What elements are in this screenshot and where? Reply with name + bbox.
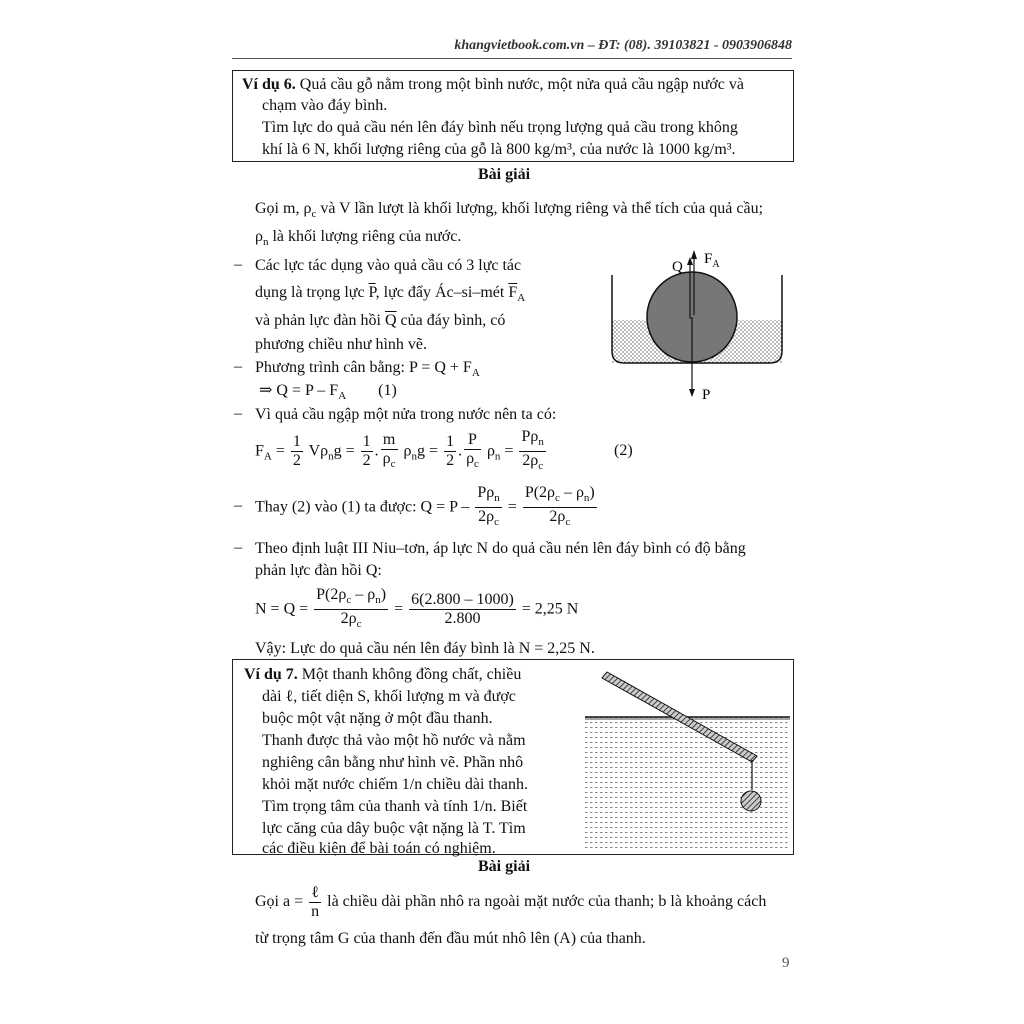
- sol6-b1a: Các lực tác dụng vào quả cầu có 3 lực tác: [255, 257, 522, 274]
- bullet-dash: –: [234, 539, 242, 556]
- example-7-title: Ví dụ 7. Một thanh không đồng chất, chiều: [244, 666, 522, 683]
- bullet-dash: –: [234, 405, 242, 422]
- solution-title-6: Bài giải: [478, 166, 531, 183]
- bullet-dash: –: [234, 358, 242, 375]
- sol6-b2: Phương trình cân bằng: $P = Q + F_A$: [255, 359, 480, 380]
- example-7-line: Tìm trọng tâm của thanh và tính 1/n. Biết: [262, 798, 528, 815]
- sol6-p1: Gọi m, $\rho_c$ và V lần lượt là khối lượng, khối lượng riêng và thể tích của quả cầu;: [255, 200, 764, 221]
- example-6-line3: Tìm lực do quả cầu nén lên đáy bình nếu trọng lượng quả cầu trong không: [262, 119, 738, 136]
- example-7-line: lực căng của dây buộc vật nặng là T. Tìm: [262, 820, 526, 837]
- label-fa: $F_A$: [704, 251, 720, 270]
- sol6-b1d: phương chiều như hình vẽ.: [255, 336, 427, 353]
- example-7-line: các điều kiện để bài toán có nghiệm.: [262, 840, 496, 857]
- sol6-p2: $\rho_n$ là khối lượng riêng của nước.: [255, 228, 462, 249]
- example-7-line: nghiêng cân bằng như hình vẽ. Phần nhô: [262, 754, 524, 771]
- sol7-p2: từ trọng tâm G của thanh đến đầu mút nhô lên (A) của thanh.: [255, 930, 646, 947]
- sol7-p1: Gọi a = $\frac{\text{ℓ}}{n}$ là chiều dài phần nhô ra ngoài mặt nước của thanh; b là khoảng cách: [255, 884, 767, 920]
- sol6-b5b: phản lực đàn hồi Q:: [255, 562, 382, 579]
- sol6-b1c: và phản lực đàn hồi $\overline{Q}$ của đáy bình, có: [255, 312, 506, 329]
- sol6-b5a: Theo định luật III Niu–tơn, áp lực N do quả cầu nén lên đáy bình có độ bằng: [255, 540, 746, 557]
- equation-2-label: (2): [614, 442, 633, 459]
- label-q: Q: [672, 259, 683, 275]
- page-header: khangvietbook.com.vn – ĐT: (08). 39103821 - 0903906848: [454, 38, 792, 53]
- page-number: 9: [782, 955, 790, 971]
- bullet-dash: –: [234, 256, 242, 273]
- equation-3: N = Q = $\frac{P(2\rho_c - \rho_n)}{2\rho_c}$ = $\frac{6(2.800 - 1000)}{2.800}$ = 2,25 N: [255, 586, 579, 631]
- sol6-b4: Thay (2) vào (1) ta được: Q = P – $\frac{P\rho_n}{2\rho_c}$ = $\frac{P(2\rho_c - \rho_n)}{2\rho_c}$: [255, 484, 595, 529]
- example-7-line: khỏi mặt nước chiếm 1/n chiều dài thanh.: [262, 776, 528, 793]
- example-6-line4: khí là 6 N, khối lượng riêng của gỗ là 800 kg/m³, của nước là 1000 kg/m³.: [262, 141, 736, 158]
- label-p: P: [702, 387, 711, 403]
- example-7-line: Thanh được thả vào một hồ nước và nằm: [262, 732, 526, 749]
- example-6-line2: chạm vào đáy bình.: [262, 97, 388, 114]
- example-7-line: buộc một vật nặng ở một đầu thanh.: [262, 710, 493, 727]
- header-rule: [232, 58, 792, 59]
- example-6-line1: Ví dụ 6. Quả cầu gỗ nằm trong một bình nước, một nửa quả cầu ngập nước và: [242, 76, 744, 93]
- sol6-b3: Vì quả cầu ngập một nửa trong nước nên ta có:: [255, 406, 557, 423]
- solution-title-7: Bài giải: [478, 858, 531, 875]
- sol6-b2b: ⇒ $Q = P - F_A$ (1): [259, 382, 397, 403]
- example-7-line: dài ℓ, tiết diện S, khối lượng m và được: [262, 688, 516, 705]
- sol6-b1b: dụng là trọng lực $\overline{P}$, lực đẩy Ác–si–mét $\overline{F}_A$: [255, 284, 526, 305]
- sol6-conclusion: Vậy: Lực do quả cầu nén lên đáy bình là N = 2,25 N.: [255, 640, 595, 657]
- equation-2: $F_A$ = $\frac{1}{2}$ $V\rho_ng$ = $\frac{1}{2}$ . $\frac{m}{\rho_c}$ $\rho_ng$ = $\frac{1}{2}$ . $\frac{P}{\rho_c}$ $\rho_n$ = $\frac{P\rho_n}{2\rho_c}$: [255, 428, 544, 473]
- figure-sphere-in-vessel: [600, 245, 800, 405]
- bullet-dash: –: [234, 497, 242, 514]
- figure-rod-in-water: [580, 670, 790, 850]
